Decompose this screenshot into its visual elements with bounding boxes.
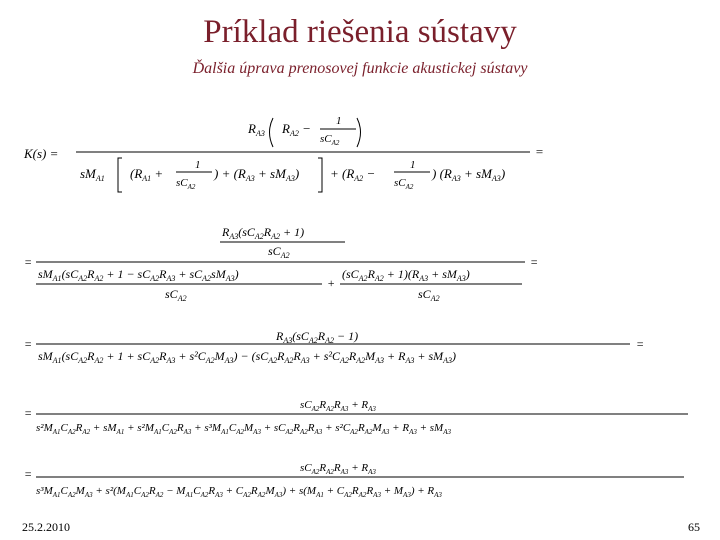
svg-text:) (RA3 + sMA3): ) $(R_{A3} + sM_{A3})$ <box>432 166 506 183</box>
svg-text:RA3(sCA2RA2 − 1): $R_{A3}(sC_{A2}R_{A2} - 1)$ <box>276 329 359 345</box>
svg-text:=: = <box>24 255 33 269</box>
equation-3 <box>24 329 644 365</box>
equation-2 <box>24 225 538 303</box>
svg-text:sCA2: $sC_{A2}$ <box>394 177 414 191</box>
svg-text:=: = <box>636 337 645 351</box>
svg-text:1: 1 <box>410 159 416 171</box>
slide-subtitle: Ďalšia úprava prenosovej funkcie akustickej sústavy <box>192 60 528 77</box>
svg-text:sMA1(sCA2RA2 + 1 + sCA2RA3 + s: $sM_{A1}(sC_{A2}R_{A2} + 1 + sC_{A2}R_{A3} + s^2C_{A2}M_{A3}) - (sC_{A2}R_{A2}R_{A3} + s^2C_{A2}R_{A2}M_{A3} + R_{A3} + sM_{A3})$ <box>38 349 457 365</box>
svg-text:+: + <box>327 276 336 290</box>
svg-text:sCA2: $sC_{A2}$ <box>268 244 290 260</box>
svg-text:sCA2: $sC_{A2}$ <box>320 133 340 147</box>
svg-text:sCA2: $sC_{A2}$ <box>176 177 196 191</box>
equation-1 <box>23 115 544 192</box>
svg-text:sCA2: $sC_{A2}$ <box>165 287 187 303</box>
svg-text:sCA2RA2RA3 + RA3: $sC_{A2}R_{A2}R_{A3} + R_{A3}$ <box>300 399 376 413</box>
svg-text:(RA1 +: ($R_{A1}$ + <box>130 166 164 183</box>
equation-5 <box>24 462 684 499</box>
svg-text:=: = <box>535 144 544 159</box>
svg-text:sMA1(sCA2RA2 + 1 − sCA2RA3 + s: $sM_{A1}(sC_{A2}R_{A2} + 1 - sC_{A2}R_{A3} + sC_{A2}sM_{A3})$ <box>38 267 239 283</box>
eq1-lhs: K(s) = <box>24 146 59 161</box>
svg-text:+ (RA2 −: + ($R_{A2}$ − <box>330 166 376 183</box>
svg-text:RA3(sCA2RA2 + 1): $R_{A3}(sC_{A2}R_{A2} + 1)$ <box>222 225 305 241</box>
svg-text:=: = <box>24 467 33 481</box>
slide-title: Príklad riešenia sústavy <box>203 14 517 50</box>
svg-text:sCA2: $sC_{A2}$ <box>418 287 440 303</box>
svg-text:=: = <box>530 255 539 269</box>
svg-text:1: 1 <box>336 115 342 127</box>
svg-text:sCA2RA2RA3 + RA3: $sC_{A2}R_{A2}R_{A3} + R_{A3}$ <box>300 462 376 476</box>
svg-text:sMA1: $sM_{A1}$ <box>80 166 105 183</box>
svg-text:(sCA2RA2 + 1)(RA3 + sMA3): $(sC_{A2}R_{A2} + 1)(R_{A3} + sM_{A3})$ <box>342 267 470 283</box>
svg-text:=: = <box>24 337 33 351</box>
svg-text:1: 1 <box>195 159 201 171</box>
svg-text:RA2 −: $R_{A2}$ − <box>282 121 311 138</box>
page-number: 65 <box>688 520 700 534</box>
svg-text:RA3: $R_{A3}$ <box>248 121 265 138</box>
slide-date: 25.2.2010 <box>22 520 70 534</box>
svg-text:=: = <box>24 406 33 420</box>
svg-text:s³MA1CA2MA3 + s²(MA1CA2RA2 − M: $s^3M_{A1}C_{A2}M_{A3} + s^2(M_{A1}C_{A2}R_{A2} - M_{A1}C_{A2}R_{A3} + C_{A2}R_{A2}M_{A3}) + s(M_{A1} + C_{A2}R_{A2}R_{A3} + M_{A3}) + R_{A3}$ <box>36 485 442 499</box>
svg-text:) + (RA3 + sMA3): ) + $(R_{A3} + sM_{A3})$ <box>214 166 300 183</box>
svg-text:s²MA1CA2RA2 + sMA1 + s²MA1CA2R: $s^2M_{A1}C_{A2}R_{A2} + sM_{A1} + s^2M_{A1}C_{A2}R_{A3} + s^3M_{A1}C_{A2}M_{A3} + sC_{A2}R_{A2}R_{A3} + s^2C_{A2}R_{A2}M_{A3} + R_{A3} + sM_{A3}$ <box>36 422 451 436</box>
equation-4 <box>24 399 688 436</box>
